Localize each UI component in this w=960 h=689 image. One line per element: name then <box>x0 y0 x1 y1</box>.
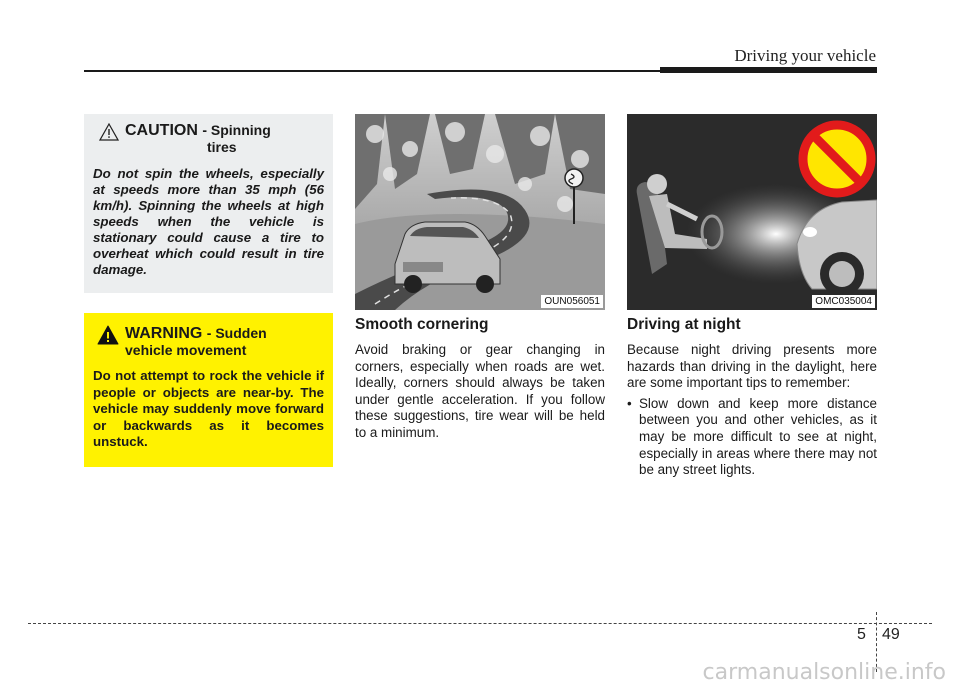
header-rule-accent <box>660 67 877 73</box>
caution-text: Do not spin the wheels, especially at speeds more than 35 mph (56 km/h). Spinning the wheels at high speeds when the vehicle is stationary could cause a tire to overheat which could result in tire damage. <box>93 166 324 277</box>
warning-triangle-icon <box>97 325 119 345</box>
footer-rule <box>28 623 932 624</box>
image-code: OMC035004 <box>812 295 875 308</box>
watermark: carmanualsonline.info <box>702 660 946 685</box>
section-intro: Because night driving presents more hazards than driving in the daylight, here are some important tips to remember: <box>627 342 877 391</box>
warning-subtitle-2: vehicle movement <box>125 342 247 358</box>
warning-box <box>84 313 333 467</box>
warning-subtitle: - Sudden <box>206 325 267 341</box>
night-driving-section <box>627 316 877 479</box>
night-driving-illustration <box>627 114 877 310</box>
prohibition-icon <box>803 125 871 193</box>
caution-subtitle-2: tires <box>207 139 237 155</box>
night-scene <box>627 114 877 310</box>
page-number: 49 <box>882 626 900 643</box>
caution-title <box>125 122 271 156</box>
section-heading: Driving at night <box>627 316 741 333</box>
header-title: Driving your vehicle <box>734 46 876 65</box>
caution-word: CAUTION <box>125 122 198 139</box>
caution-triangle-icon <box>99 123 119 141</box>
caution-header <box>99 122 324 156</box>
bullet-icon: • <box>627 395 632 411</box>
section-heading: Smooth cornering <box>355 316 489 333</box>
image-code: OUN056051 <box>541 295 603 308</box>
cornering-scene <box>355 114 605 310</box>
warning-text: Do not attempt to rock the vehicle if people or objects are near-by. The vehicle may suddenly move forward or backwards as it becomes unstuck. <box>93 368 324 449</box>
warning-word: WARNING <box>125 325 203 342</box>
list-item <box>627 396 877 479</box>
header-rule <box>84 70 660 72</box>
cornering-illustration <box>355 114 605 310</box>
warning-header <box>97 325 324 359</box>
section-body: Avoid braking or gear changing in corners, especially when roads are wet. Ideally, corners should always be taken under gentle acceleration. If you follow these suggestions, tire wear will be held to a minimum. <box>355 342 605 440</box>
smooth-cornering-section <box>355 316 605 442</box>
chapter-number: 5 <box>857 626 866 643</box>
caution-box <box>84 114 333 293</box>
warning-title <box>125 325 267 359</box>
caution-subtitle: - Spinning <box>202 122 271 138</box>
list-item-text: Slow down and keep more distance between you and other vehicles, as it may be more difficult to see at night, especially in areas where there may not be any street lights. <box>639 395 877 478</box>
